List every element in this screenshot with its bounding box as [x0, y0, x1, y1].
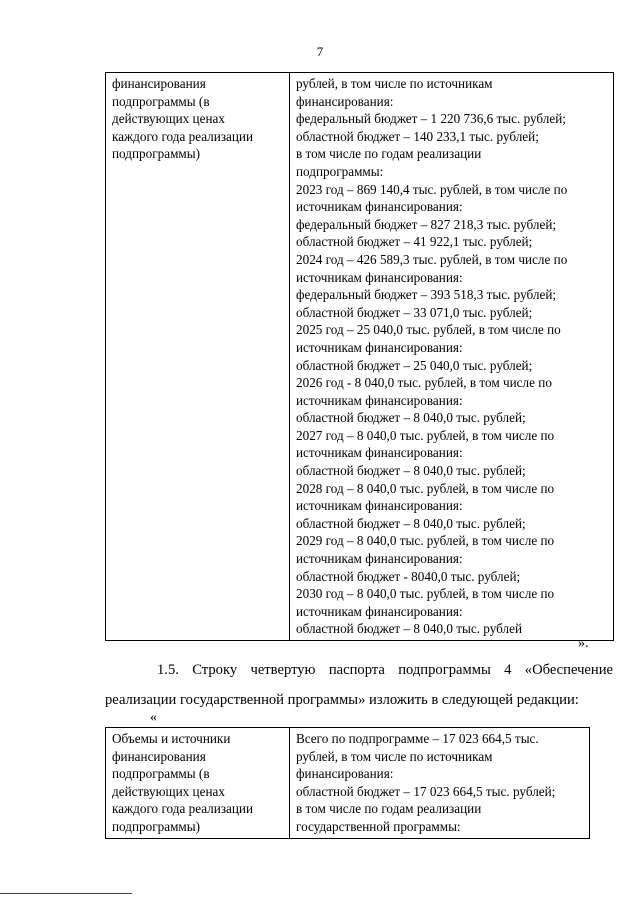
text-line: государственной программы:: [296, 818, 461, 834]
text-line: подпрограммы (в: [112, 93, 210, 109]
text-line: источникам финансирования:: [296, 498, 463, 514]
text-line: областной бюджет – 8 040,0 тыс. рублей;: [296, 410, 526, 426]
text-line: областной бюджет - 8040,0 тыс. рублей;: [296, 568, 521, 584]
text-line: 2030 год – 8 040,0 тыс. рублей, в том числе по: [296, 586, 555, 602]
table-row: [106, 73, 614, 641]
value-lines: [296, 730, 585, 836]
footer-divider: [0, 893, 132, 894]
page-number: 7: [316, 44, 324, 59]
text-line: действующих ценах: [112, 783, 225, 799]
text-line: Объемы и источники: [112, 731, 231, 746]
text-line: областной бюджет – 25 040,0 тыс. рублей;: [296, 357, 533, 373]
text-line: источникам финансирования:: [296, 551, 463, 567]
text-line: рублей, в том числе по источникам: [296, 748, 493, 764]
text-line: областной бюджет – 140 233,1 тыс. рублей;: [296, 128, 539, 144]
row-label-cell: [106, 73, 290, 641]
passport-table-continued: [105, 72, 614, 641]
text-line: областной бюджет – 41 922,1 тыс. рублей;: [296, 234, 533, 250]
text-line: источникам финансирования:: [296, 269, 463, 285]
value-lines: [296, 75, 609, 638]
text-line: 2026 год - 8 040,0 тыс. рублей, в том числе по: [296, 375, 552, 391]
closing-quote: ».: [578, 636, 589, 651]
text-line: подпрограммы): [112, 146, 201, 162]
text-line: федеральный бюджет – 393 518,3 тыс. рублей;: [296, 287, 557, 303]
table-row: [106, 728, 590, 839]
row-value-cell: [290, 728, 590, 839]
text-line: источникам финансирования:: [296, 603, 463, 619]
text-line: областной бюджет – 8 040,0 тыс. рублей;: [296, 515, 526, 531]
text-line: источникам финансирования:: [296, 339, 463, 355]
row-value-cell: [290, 73, 614, 641]
text-line: источникам финансирования:: [296, 445, 463, 461]
amendment-paragraph-line-1: 1.5. Строку четвертую паспорта подпрограммы 4 «Обеспечение: [157, 662, 613, 678]
text-line: 2025 год – 25 040,0 тыс. рублей, в том числе по: [296, 322, 561, 338]
opening-quote: «: [150, 710, 157, 725]
text-line: финансирования: [112, 76, 206, 91]
amendment-paragraph-line-2: реализации государственной программы» изложить в следующей редакции:: [105, 692, 579, 708]
text-line: рублей, в том числе по источникам: [296, 76, 493, 91]
text-line: федеральный бюджет – 1 220 736,6 тыс. рублей;: [296, 111, 566, 127]
text-line: действующих ценах: [112, 111, 225, 127]
label-lines: [112, 730, 285, 836]
text-line: каждого года реализации: [112, 128, 254, 144]
text-line: областной бюджет – 33 071,0 тыс. рублей;: [296, 304, 533, 320]
text-line: источникам финансирования:: [296, 392, 463, 408]
text-line: источникам финансирования:: [296, 199, 463, 215]
text-line: финансирования:: [296, 93, 394, 109]
text-line: подпрограммы): [112, 818, 201, 834]
text-line: подпрограммы (в: [112, 766, 210, 782]
text-line: 2024 год – 426 589,3 тыс. рублей, в том числе по: [296, 251, 568, 267]
text-line: подпрограммы:: [296, 163, 384, 179]
text-line: 2028 год – 8 040,0 тыс. рублей, в том числе по: [296, 480, 555, 496]
text-line: областной бюджет – 8 040,0 тыс. рублей;: [296, 463, 526, 479]
passport-table-new-row: [105, 727, 590, 839]
row-label-cell: [106, 728, 290, 839]
text-line: финансирования:: [296, 766, 394, 782]
text-line: в том числе по годам реализации: [296, 801, 482, 817]
text-line: 2023 год – 869 140,4 тыс. рублей, в том числе по: [296, 181, 568, 197]
text-line: областной бюджет – 8 040,0 тыс. рублей: [296, 621, 523, 637]
text-line: 2029 год – 8 040,0 тыс. рублей, в том числе по: [296, 533, 555, 549]
text-line: в том числе по годам реализации: [296, 146, 482, 162]
text-line: каждого года реализации: [112, 801, 254, 817]
text-line: финансирования: [112, 748, 206, 764]
text-line: Всего по подпрограмме – 17 023 664,5 тыс.: [296, 731, 539, 746]
text-line: областной бюджет – 17 023 664,5 тыс. рублей;: [296, 783, 556, 799]
label-lines: [112, 75, 285, 163]
text-line: 2027 год – 8 040,0 тыс. рублей, в том числе по: [296, 427, 555, 443]
text-line: федеральный бюджет – 827 218,3 тыс. рублей;: [296, 216, 557, 232]
